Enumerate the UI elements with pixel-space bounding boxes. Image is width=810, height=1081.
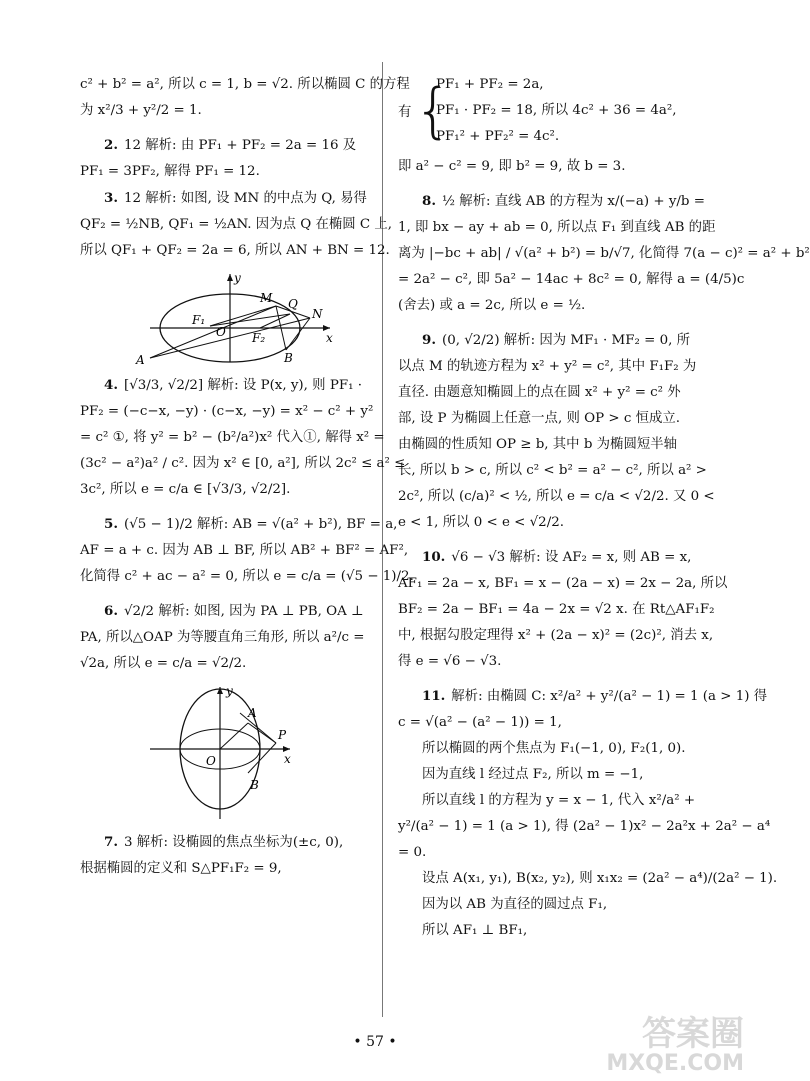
answer-2: 2. 12 解析: 由 PF₁ + PF₂ = 2a = 16 及 (104, 137, 357, 153)
equation-system (398, 72, 700, 154)
figure-ellipse-pa-pb-svg (80, 683, 400, 823)
answer-3: 3. 12 解析: 如图, 设 MN 的中点为 Q, 易得 (104, 190, 367, 206)
text-line: 由椭圆的性质知 OP ≥ b, 其中 b 为椭圆短半轴 (398, 437, 678, 452)
text-line: = 0. (398, 845, 427, 860)
text-line: √2a, 所以 e = c/a = √2/2. (80, 656, 247, 671)
text-line: PF₂ = (−c−x, −y) · (c−x, −y) = x² − c² + y² (80, 404, 374, 419)
text-line: 所以直线 l 的方程为 y = x − 1, 代入 x²/a² + (422, 793, 696, 808)
label-b: B (250, 778, 259, 792)
label-b: B (284, 351, 293, 365)
answer-11: 11. 解析: 由椭圆 C: x²/a² + y²/(a² − 1) = 1 (a > 1) 得 (422, 688, 768, 704)
answer-10: 10. √6 − √3 解析: 设 AF₂ = x, 则 AB = x, (422, 549, 692, 565)
watermark-text: 答案圈 (642, 1014, 744, 1054)
text-line: 因为以 AB 为直径的圆过点 F₁, (422, 897, 608, 912)
system-lines (436, 72, 676, 150)
text-line: AF₁ = 2a − x, BF₁ = x − (2a − x) = 2x − 2a, 所以 (398, 576, 728, 591)
text-line: AF = a + c. 因为 AB ⊥ BF, 所以 AB² + BF² = AF², (80, 543, 409, 558)
answer-9: 9. (0, √2/2) 解析: 因为 MF₁ · MF₂ = 0, 所 (422, 332, 691, 348)
system-line: PF₁² + PF₂² = 4c². (436, 129, 560, 144)
text-line: 1, 即 bx − ay + ab = 0, 所以点 F₁ 到直线 AB 的距 (398, 220, 716, 235)
text-line: = 2a² − c², 即 5a² − 14ac + 8c² = 0, 解得 a = (4/5)c (398, 272, 745, 287)
label-n: N (312, 307, 323, 321)
text-line: 3c², 所以 e = c/a ∈ [√3/3, √2/2]. (80, 482, 291, 497)
text-line: 部, 设 P 为椭圆上任意一点, 则 OP > c 恒成立. (398, 411, 681, 426)
text-line: 直径. 由题意知椭圆上的点在圆 x² + y² = c² 外 (398, 385, 681, 400)
label-o: O (206, 754, 216, 768)
watermark-url: MXQE.COM (606, 1051, 744, 1076)
text-line: y²/(a² − 1) = 1 (a > 1), 得 (2a² − 1)x² − 2a²x + 2a² − a⁴ (398, 819, 771, 834)
label-a: A (136, 353, 145, 367)
text-line: 化简得 c² + ac − a² = 0, 所以 e = c/a = (√5 − 1)/2. (80, 569, 414, 584)
text-line: 2c², 所以 (c/a)² < ½, 所以 e = c/a < √2/2. 又 0 < (398, 489, 715, 504)
label-x: x (326, 331, 333, 345)
text-line: (舍去) 或 a = 2c, 所以 e = ½. (398, 298, 586, 313)
text-line: = c² ①, 将 y² = b² − (b²/a²)x² 代入①, 解得 x² = (80, 430, 385, 445)
text-line: PF₁ = 3PF₂, 解得 PF₁ = 12. (80, 164, 260, 179)
figure-ellipse-pa-pb (80, 683, 400, 823)
text-line: c = √(a² − (a² − 1)) = 1, (398, 715, 562, 730)
label-p: P (278, 728, 287, 742)
text-line: PA, 所以△OAP 为等腰直角三角形, 所以 a²/c = (80, 630, 365, 645)
text-line: e < 1, 所以 0 < e < √2/2. (398, 515, 564, 530)
left-column (80, 72, 414, 882)
text-line: 得 e = √6 − √3. (398, 654, 502, 669)
label-y: y (226, 684, 233, 698)
text-line: QF₂ = ½NB, QF₁ = ½AN. 因为点 Q 在椭圆 C 上, (80, 217, 393, 232)
answer-5: 5. (√5 − 1)/2 解析: AB = √(a² + b²), BF = a, (104, 516, 398, 532)
answer-6: 6. √2/2 解析: 如图, 因为 PA ⊥ PB, OA ⊥ (104, 603, 364, 619)
system-line: PF₁ · PF₂ = 18, 所以 4c² + 36 = 4a², (436, 103, 677, 118)
system-line: PF₁ + PF₂ = 2a, (436, 77, 544, 92)
label-q: Q (288, 297, 298, 311)
label-f1: F₁ (192, 313, 206, 327)
text-line: 所以 QF₁ + QF₂ = 2a = 6, 所以 AN + BN = 12. (80, 243, 390, 258)
page-number: • 57 • (353, 1034, 397, 1050)
label-f2: F₂ (252, 331, 266, 345)
answer-4: 4. [√3/3, √2/2] 解析: 设 P(x, y), 则 PF₁ · (104, 377, 362, 393)
label-y: y (234, 271, 241, 285)
text-line: 所以 AF₁ ⊥ BF₁, (422, 923, 528, 938)
label-o: O (216, 325, 226, 339)
label-x: x (284, 752, 291, 766)
text-line: 中, 根据勾股定理得 x² + (2a − x)² = (2c)², 消去 x, (398, 628, 714, 643)
text-line: BF₂ = 2a − BF₁ = 4a − 2x = √2 x. 在 Rt△AF₁F₂ (398, 602, 715, 617)
label-m: M (260, 291, 273, 305)
label-a: A (248, 706, 257, 720)
figure-ellipse-mn-svg (80, 270, 400, 366)
text-line: 离为 |−bc + ab| / √(a² + b²) = b/√7, 化简得 7(a − c)² = a² + b² (398, 246, 810, 261)
watermark-logo (606, 1015, 744, 1075)
text-line: 因为直线 l 经过点 F₂, 所以 m = −1, (422, 767, 644, 782)
text-line: 设点 A(x₁, y₁), B(x₂, y₂), 则 x₁x₂ = (2a² − a⁴)/(2a² − 1). (422, 871, 778, 886)
answer-7: 7. 3 解析: 设椭圆的焦点坐标为(±c, 0), (104, 834, 344, 850)
text-line: c² + b² = a², 所以 c = 1, b = √2. 所以椭圆 C 的方程 (80, 77, 410, 92)
text-line: 根据椭圆的定义和 S△PF₁F₂ = 9, (80, 861, 282, 876)
text-line: 所以椭圆的两个焦点为 F₁(−1, 0), F₂(1, 0). (422, 741, 686, 756)
text-line: 为 x²/3 + y²/2 = 1. (80, 103, 202, 118)
text-line: (3c² − a²)a² / c². 因为 x² ∈ [0, a²], 所以 2c² ≤ a² ≤ (80, 456, 406, 471)
left-brace: { (414, 76, 453, 146)
text-line: 以点 M 的轨迹方程为 x² + y² = c², 其中 F₁F₂ 为 (398, 359, 697, 374)
figure-ellipse-mn (80, 270, 400, 366)
answer-8: 8. ½ 解析: 直线 AB 的方程为 x/(−a) + y/b = (422, 193, 705, 209)
text-line: 即 a² − c² = 9, 即 b² = 9, 故 b = 3. (398, 159, 626, 174)
system-prefix: 有 (398, 105, 412, 120)
text-line: 长, 所以 b > c, 所以 c² < b² = a² − c², 所以 a² > (398, 463, 707, 478)
right-column (398, 72, 810, 944)
